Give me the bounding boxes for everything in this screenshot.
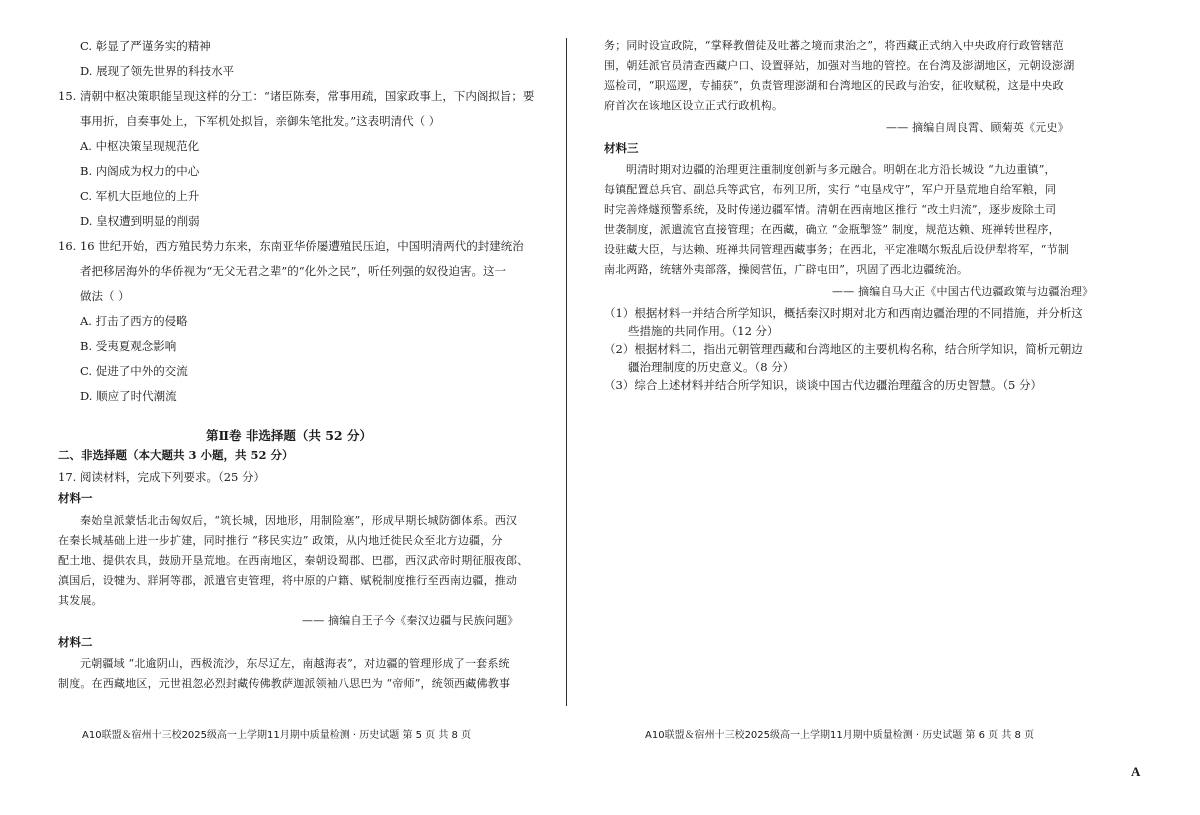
material-1-line2: 在秦长城基础上进一步扩建，同时推行 “移民实边” 政策，从内地迁徙民众至北方边疆，分	[58, 534, 503, 547]
material-2-line4: 围，朝廷派官员清查西藏户口、设置驿站，加强对当地的管控。在台湾及澎湖地区，元朝设澎湖	[604, 59, 1075, 72]
section-title: 第Ⅱ卷 非选择题（共 52 分）	[206, 428, 372, 443]
material-2-line5: 巡检司，“职巡逻，专捕获”，负责管理澎湖和台湾地区的民政与治安，征收赋税，这是中央政	[604, 79, 1064, 92]
requirement-2-line2: 疆治理制度的历史意义。（8 分）	[628, 360, 795, 374]
material-1-title: 材料一	[58, 491, 93, 505]
material-2-line6: 府首次在该地区设立正式行政机构。	[604, 99, 784, 112]
requirement-3: （3）综合上述材料并结合所学知识，谈谈中国古代边疆治理蕴含的历史智慧。（5 分）	[604, 378, 1043, 392]
material-3-title: 材料三	[604, 141, 639, 155]
q16-stem-line3: 做法（ ）	[80, 289, 130, 303]
q14-option-d: D. 展现了领先世界的科技水平	[80, 64, 235, 78]
footer-right: A10联盟＆宿州十三校2025级高一上学期11月期中质量检测 · 历史试题 第 6 页 共 8 页	[645, 730, 1035, 741]
requirement-1-line2: 些措施的共同作用。（12 分）	[628, 324, 779, 338]
section-subtitle: 二、非选择题（本大题共 3 小题，共 52 分）	[58, 448, 294, 462]
q14-option-c: C. 彰显了严谨务实的精神	[80, 39, 211, 53]
requirement-2-line1: （2）根据材料二，指出元朝管理西藏和台湾地区的主要机构名称，结合所学知识，简析元朝边	[604, 342, 1083, 356]
material-3-line3: 时完善烽燧预警系统，及时传递边疆军情。清朝在西南地区推行 “改土归流”，逐步废除土司	[604, 203, 1057, 216]
material-1-line5: 其发展。	[58, 594, 103, 607]
q16-stem-line2: 者把移居海外的华侨视为“无父无君之辈”的“化外之民”，听任列强的奴役迫害。这一	[80, 264, 507, 278]
paper-version-mark: A	[1131, 764, 1141, 779]
requirement-1-line1: （1）根据材料一并结合所学知识，概括秦汉时期对北方和西南边疆治理的不同措施，并分析这	[604, 306, 1083, 320]
q15-option-d: D. 皇权遭到明显的削弱	[80, 214, 200, 228]
material-1-line4: 滇国后，设犍为、牂牁等郡，派遣官吏管理，将中原的户籍、赋税制度推行至西南边疆，推动	[58, 574, 518, 587]
material-1-source: —— 摘编自王子今《秦汉边疆与民族问题》	[302, 614, 519, 627]
footer-left: A10联盟＆宿州十三校2025级高一上学期11月期中质量检测 · 历史试题 第 5 页 共 8 页	[82, 730, 472, 741]
material-1-line3: 配土地、提供农具，鼓励开垦荒地。在西南地区，秦朝设蜀郡、巴郡，西汉武帝时期征服夜郎、	[58, 554, 529, 567]
q17-stem: 17. 阅读材料，完成下列要求。（25 分）	[58, 470, 265, 484]
q16-option-b: B. 受夷夏观念影响	[80, 339, 177, 353]
q16-stem-line1: 16. 16 世纪开始，西方殖民势力东来，东南亚华侨屡遭殖民压迫，中国明清两代的封建统治	[58, 239, 524, 253]
material-3-source: —— 摘编自马大正《中国古代边疆政策与边疆治理》	[832, 285, 1094, 298]
material-3-line6: 南北两路，统辖外夷部落，操阅营伍，广辟屯田”，巩固了西北边疆统治。	[604, 263, 969, 276]
material-3-line5: 设驻藏大臣，与达赖、班禅共同管理西藏事务；在西北，平定准噶尔叛乱后设伊犁将军，“节制	[604, 243, 1070, 256]
q16-option-c: C. 促进了中外的交流	[80, 364, 188, 378]
material-3-line4: 世袭制度，派遣流官直接管理；在西藏，确立 “金瓶掣签” 制度，规范达赖、班禅转世程序，	[604, 223, 1060, 236]
material-2-line1: 元朝疆域 “北逾阴山，西极流沙，东尽辽左，南越海表”，对边疆的管理形成了一套系统	[80, 657, 510, 670]
material-2-line2: 制度。在西藏地区，元世祖忽必烈封藏传佛教萨迦派领袖八思巴为 “帝师”，统领西藏佛教事	[58, 677, 511, 690]
q15-option-c: C. 军机大臣地位的上升	[80, 189, 200, 203]
material-3-line2: 每镇配置总兵官、副总兵等武官，布列卫所，实行 “屯垦戍守”，军户开垦荒地自给军粮，同	[604, 183, 1057, 196]
q15-stem-line2: 事用折，自奏事处上，下军机处拟旨，亲御朱笔批发。”这表明清代（ ）	[80, 114, 441, 128]
q16-option-d: D. 顺应了时代潮流	[80, 389, 177, 403]
page-divider	[566, 38, 567, 706]
q15-option-a: A. 中枢决策呈现规范化	[80, 139, 200, 153]
q15-option-b: B. 内阁成为权力的中心	[80, 164, 200, 178]
material-2-title: 材料二	[58, 635, 93, 649]
material-2-line3: 务；同时设宣政院，“掌释教僧徒及吐蕃之境而隶治之”，将西藏正式纳入中央政府行政管辖范	[604, 39, 1064, 52]
q15-stem-line1: 15. 清朝中枢决策职能呈现这样的分工：“诸臣陈奏，常事用疏，国家政事上，下内阁拟旨；要	[58, 89, 535, 103]
material-3-line1: 明清时期对边疆的治理更注重制度创新与多元融合。明朝在北方沿长城设 “九边重镇”，	[626, 163, 1056, 176]
material-1-line1: 秦始皇派蒙恬北击匈奴后，“筑长城，因地形，用制险塞”，形成早期长城防御体系。西汉	[80, 514, 518, 527]
material-2-source: —— 摘编自周良霄、顾菊英《元史》	[886, 121, 1069, 134]
q16-option-a: A. 打击了西方的侵略	[80, 314, 188, 328]
